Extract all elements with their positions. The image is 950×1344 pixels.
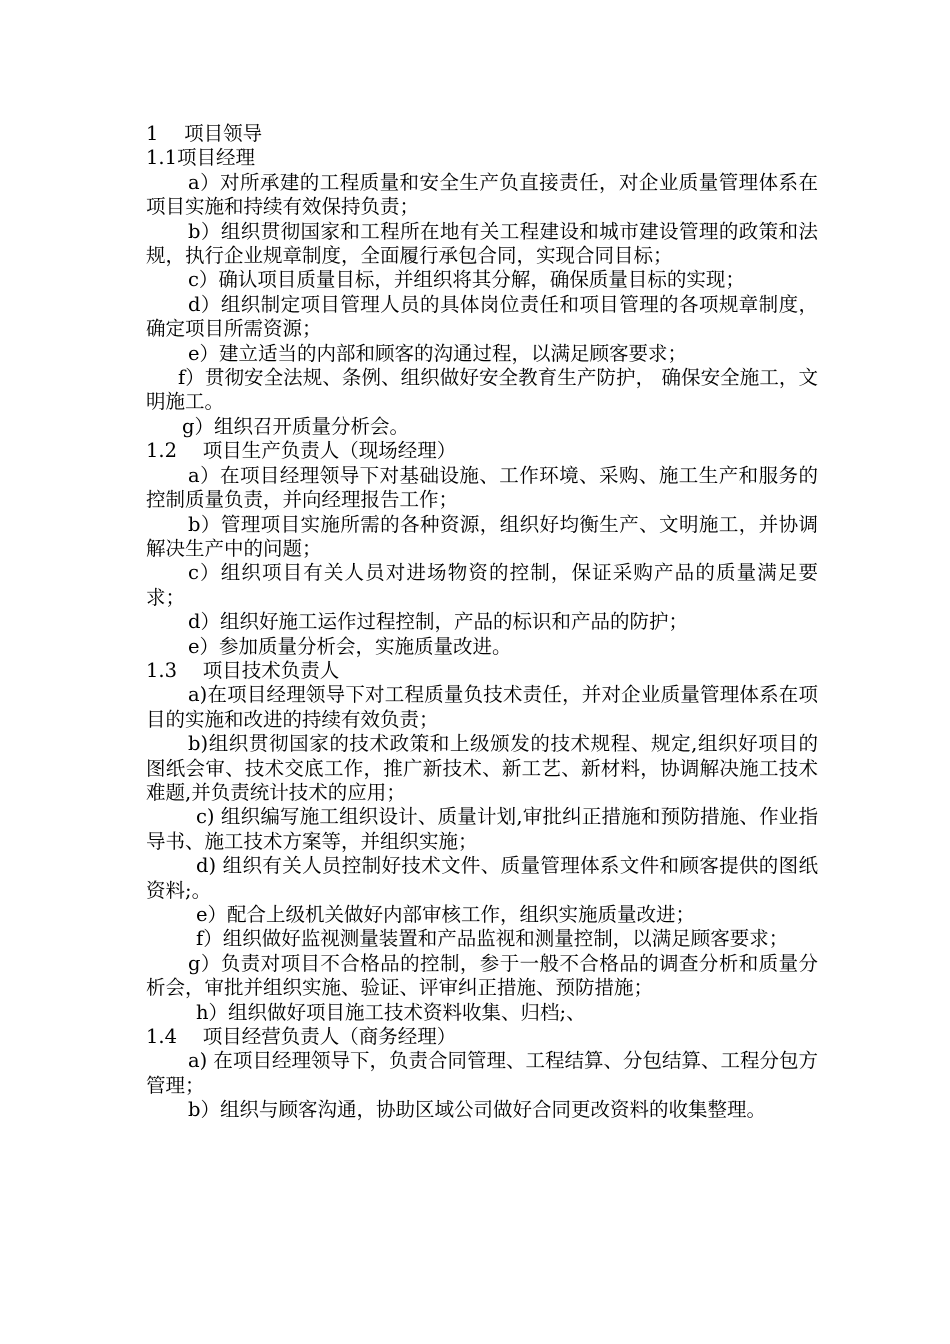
paragraph: e）建立适当的内部和顾客的沟通过程，以满足顾客要求； — [188, 341, 688, 365]
paragraph: e）配合上级机关做好内部审核工作，组织实施质量改进； — [196, 903, 696, 926]
paragraph: c）组织项目有关人员对进场物资的控制，保证采购产品的质量满足要求； — [146, 561, 818, 609]
subsection-heading-1-3: 1.3 项目技术负责人 — [146, 658, 340, 682]
paragraph: g）组织召开质量分析会。 — [182, 414, 409, 438]
paragraph: b）组织贯彻国家和工程所在地有关工程建设和城市建设管理的政策和法规，执行企业规章制度，全面履行承包合同，实现合同目标； — [146, 219, 818, 268]
paragraph: f）组织做好监视测量装置和产品监视和测量控制，以满足顾客要求； — [196, 927, 789, 951]
paragraph: b）组织与顾客沟通，协助区域公司做好合同更改资料的收集整理。 — [188, 1098, 766, 1122]
paragraph: h）组织做好项目施工技术资料收集、归档;、 — [196, 1000, 586, 1024]
paragraph: c) 组织编写施工组织设计、质量计划,审批纠正措施和预防措施、作业指导书、施工技术方案等，并组织实施； — [146, 805, 818, 853]
paragraph: d）组织好施工运作过程控制，产品的标识和产品的防护； — [188, 610, 688, 634]
document-page — [146, 122, 818, 1123]
paragraph: f）贯彻安全法规、条例、组织做好安全教育生产防护， 确保安全施工，文明施工。 — [146, 366, 818, 414]
section-title: 1 项目领导 — [146, 122, 263, 145]
paragraph: b）管理项目实施所需的各种资源，组织好均衡生产、文明施工，并协调解决生产中的问题； — [146, 512, 818, 560]
paragraph: a）对所承建的工程质量和安全生产负直接责任，对企业质量管理体系在项目实施和持续有效保持负责； — [146, 170, 818, 219]
paragraph: c）确认项目质量目标，并组织将其分解，确保质量目标的实现； — [188, 268, 745, 292]
paragraph: a）在项目经理领导下对基础设施、工作环境、采购、施工生产和服务的控制质量负责，并向经理报告工作； — [146, 463, 818, 512]
subsection-heading-1-4: 1.4 项目经营负责人（商务经理） — [146, 1025, 457, 1049]
paragraph: a) 在项目经理领导下，负责合同管理、工程结算、分包结算、工程分包方管理； — [146, 1049, 818, 1097]
paragraph: d) 组织有关人员控制好技术文件、质量管理体系文件和顾客提供的图纸资料;。 — [146, 854, 818, 902]
paragraph: b)组织贯彻国家的技术政策和上级颁发的技术规程、规定,组织好项目的图纸会审、技术交底工作，推广新技术、新工艺、新材料，协调解决施工技术难题,并负责统计技术的应用； — [146, 732, 818, 804]
paragraph: g）负责对项目不合格品的控制，参于一般不合格品的调查分析和质量分析会，审批并组织实施、验证、评审纠正措施、预防措施； — [146, 951, 818, 1000]
paragraph: d）组织制定项目管理人员的具体岗位责任和项目管理的各项规章制度，确定项目所需资源； — [146, 292, 818, 341]
subsection-heading-1-1: 1.1项目经理 — [146, 146, 256, 170]
subsection-heading-1-2: 1.2 项目生产负责人（现场经理） — [146, 439, 457, 463]
paragraph: a)在项目经理领导下对工程质量负技术责任，并对企业质量管理体系在项目的实施和改进的持续有效负责； — [146, 683, 818, 731]
paragraph: e）参加质量分析会，实施质量改进。 — [188, 634, 512, 658]
